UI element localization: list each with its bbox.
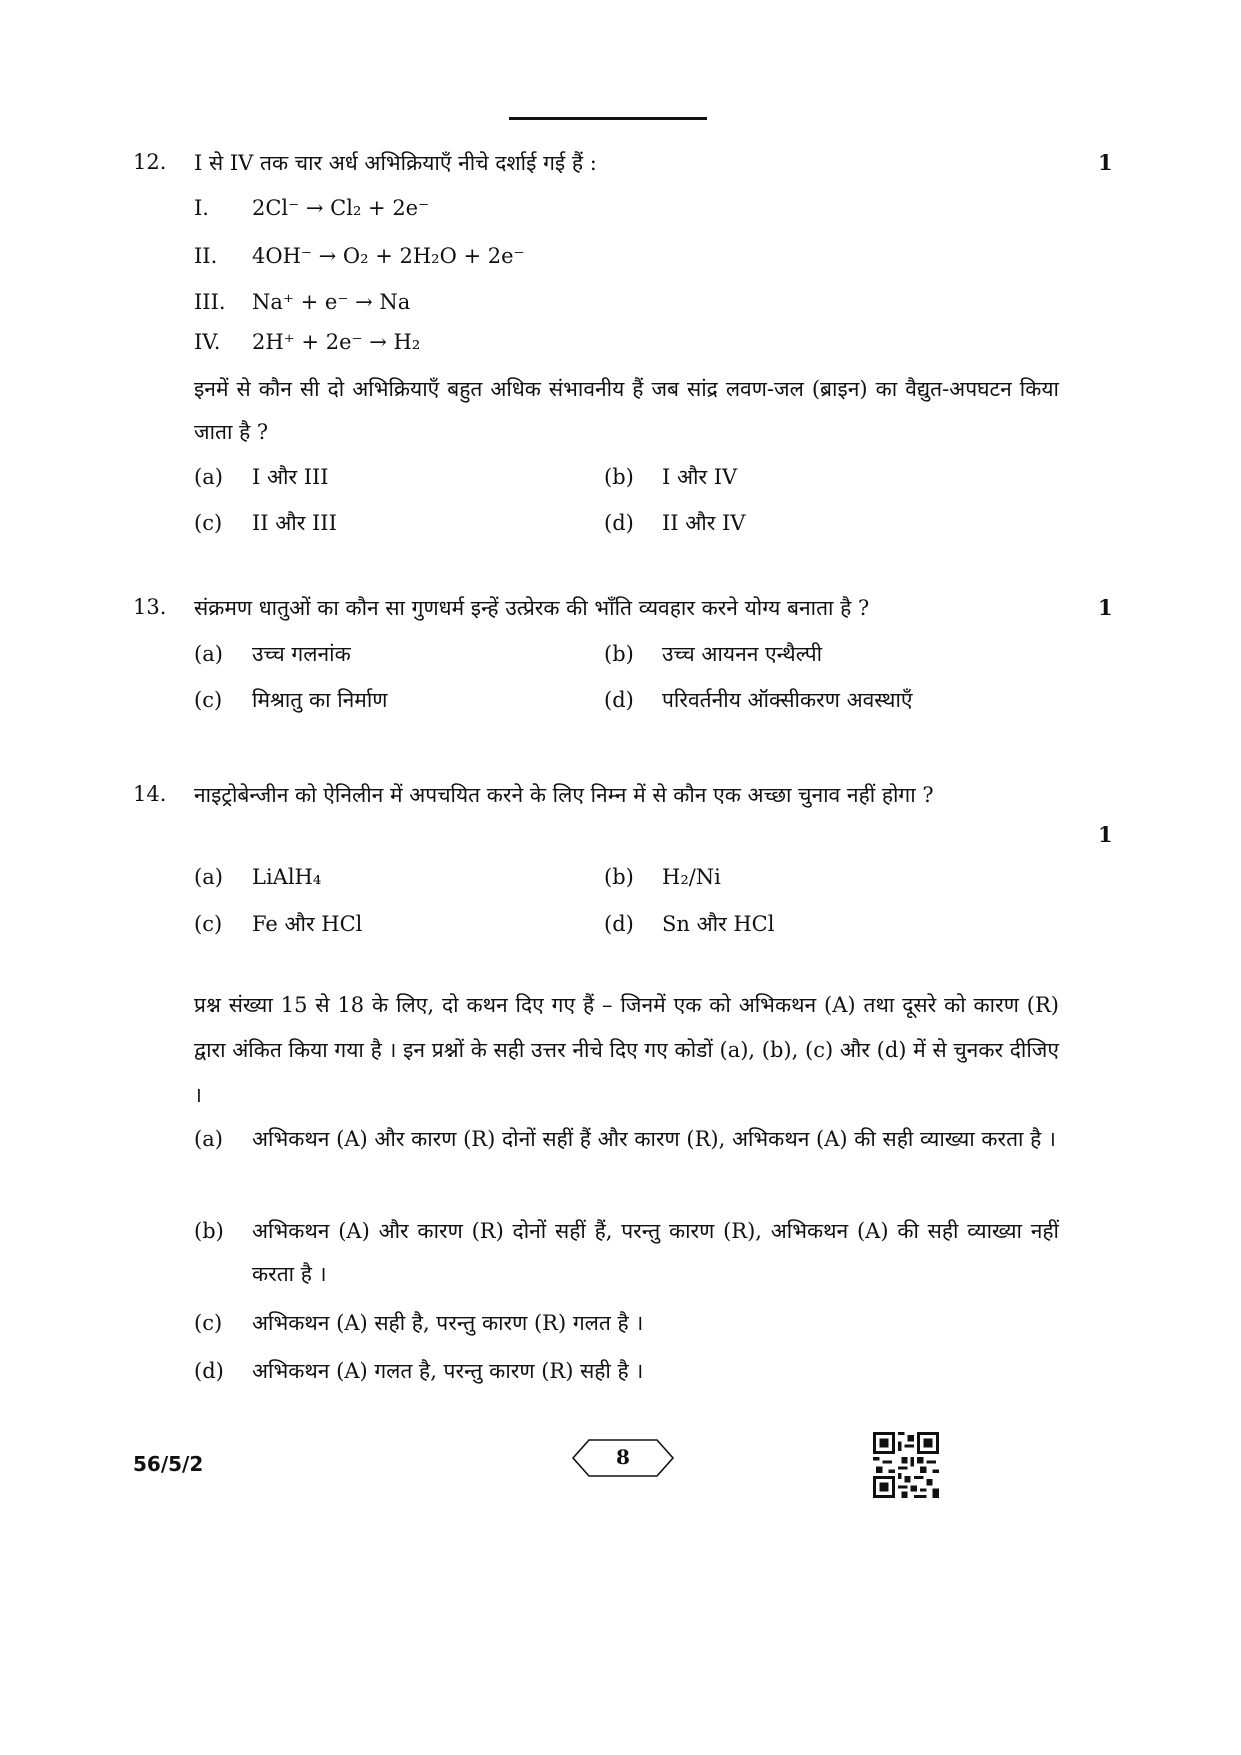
q13-text: संक्रमण धातुओं का कौन सा गुणधर्म इन्हें उत्प्रेरक की भाँति व्यवहार करने योग्य बनाता है ?	[194, 596, 870, 620]
option-text: H₂/Ni	[662, 865, 721, 889]
option-label: (b)	[604, 642, 634, 666]
assertion-reason-instructions: प्रश्न संख्या 15 से 18 के लिए, दो कथन दिए गए हैं – जिनमें एक को अभिकथन (A) तथा दूसरे को कारण (R) द्वारा अंकित किया गया है । इन प्रश्नों के सही उत्तर नीचे दिए गए कोडों (a), (b), (c) और (d) में से चुनकर दीजिए ।	[194, 993, 1059, 1107]
page-number: 8	[616, 1445, 630, 1469]
option-label: (c)	[194, 688, 223, 712]
reaction-equation: 2Cl⁻ → Cl₂ + 2e⁻	[252, 196, 430, 220]
q12-option-b[interactable]	[604, 463, 737, 491]
q14-option-b[interactable]	[604, 865, 721, 889]
reaction-equation: Na⁺ + e⁻ → Na	[252, 290, 411, 314]
q13-option-d[interactable]	[604, 686, 913, 714]
code-text: अभिकथन (A) सही है, परन्तु कारण (R) गलत है ।	[252, 1311, 644, 1335]
code-label: (b)	[194, 1219, 224, 1243]
option-label: (d)	[604, 511, 634, 535]
q12-reaction-2	[194, 244, 525, 268]
q14-option-c[interactable]	[194, 910, 362, 938]
option-text: मिश्रातु का निर्माण	[252, 688, 388, 712]
option-text: II और IV	[662, 511, 746, 535]
option-text: II और III	[252, 511, 337, 535]
q14-marks: 1	[1098, 822, 1113, 847]
option-text: Fe और HCl	[252, 912, 363, 936]
reaction-equation: 2H⁺ + 2e⁻ → H₂	[252, 330, 421, 354]
q13-number: 13.	[133, 595, 167, 619]
q13-option-b[interactable]	[604, 640, 822, 668]
code-b	[194, 1210, 1059, 1296]
q14-number: 14.	[133, 782, 167, 806]
option-text: Sn और HCl	[662, 912, 775, 936]
q12-reaction-4	[194, 330, 420, 354]
q12-reaction-1	[194, 196, 429, 220]
option-label: (a)	[194, 865, 223, 889]
code-text: अभिकथन (A) और कारण (R) दोनों सहीं हैं, परन्तु कारण (R), अभिकथन (A) की सही व्याख्या नहीं करता है ।	[252, 1219, 1059, 1286]
option-text: परिवर्तनीय ऑक्सीकरण अवस्थाएँ	[662, 688, 913, 712]
code-label: (c)	[194, 1311, 223, 1335]
code-text: अभिकथन (A) गलत है, परन्तु कारण (R) सही है ।	[252, 1359, 644, 1383]
reaction-label: IV.	[194, 330, 221, 354]
option-label: (c)	[194, 912, 223, 936]
qr-code-icon	[873, 1432, 939, 1498]
q14-option-d[interactable]	[604, 910, 774, 938]
reaction-label: III.	[194, 290, 226, 314]
q12-text: I से IV तक चार अर्ध अभिक्रियाएँ नीचे दर्शाई गई हैं :	[194, 151, 597, 175]
q12-option-a[interactable]	[194, 463, 329, 491]
option-text: उच्च गलनांक	[252, 642, 351, 666]
option-text: I और III	[252, 465, 329, 489]
code-c	[194, 1302, 1059, 1345]
q12-reaction-3	[194, 290, 410, 314]
option-label: (d)	[604, 688, 634, 712]
q12-option-d[interactable]	[604, 509, 745, 537]
option-label: (a)	[194, 642, 223, 666]
top-rule	[509, 117, 707, 120]
code-a	[194, 1118, 1059, 1161]
q14-option-a[interactable]	[194, 865, 321, 889]
option-label: (b)	[604, 865, 634, 889]
code-label: (a)	[194, 1127, 223, 1151]
paper-code: 56/5/2	[133, 1452, 204, 1476]
reaction-equation: 4OH⁻ → O₂ + 2H₂O + 2e⁻	[252, 244, 525, 268]
q12-option-c[interactable]	[194, 509, 337, 537]
reaction-label: II.	[194, 244, 218, 268]
q12-question: इनमें से कौन सी दो अभिक्रियाएँ बहुत अधिक संभावनीय हैं जब सांद्र लवण-जल (ब्राइन) का वैद्युत-अपघटन किया जाता है ?	[194, 377, 1059, 444]
q12-marks: 1	[1098, 150, 1113, 175]
option-text: LiAlH₄	[252, 865, 322, 889]
option-label: (a)	[194, 465, 223, 489]
q14-text: नाइट्रोबेन्जीन को ऐनिलीन में अपचयित करने के लिए निम्न में से कौन एक अच्छा चुनाव नहीं होगा ?	[194, 783, 934, 807]
option-label: (b)	[604, 465, 634, 489]
q13-marks: 1	[1098, 595, 1113, 620]
option-label: (c)	[194, 511, 223, 535]
option-text: उच्च आयनन एन्थैल्पी	[662, 642, 823, 666]
q13-option-c[interactable]	[194, 686, 387, 714]
code-d	[194, 1350, 1059, 1393]
code-label: (d)	[194, 1359, 224, 1383]
option-text: I और IV	[662, 465, 738, 489]
option-label: (d)	[604, 912, 634, 936]
q12-number: 12.	[133, 150, 167, 174]
reaction-label: I.	[194, 196, 209, 220]
q13-option-a[interactable]	[194, 640, 351, 668]
code-text: अभिकथन (A) और कारण (R) दोनों सहीं हैं और कारण (R), अभिकथन (A) की सही व्याख्या करता है ।	[252, 1127, 1056, 1151]
